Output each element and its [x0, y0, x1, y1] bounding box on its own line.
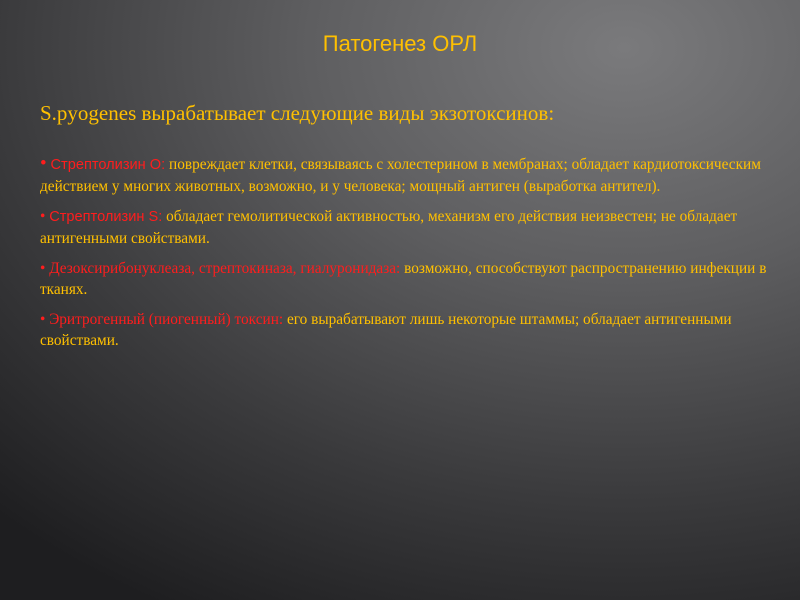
bullet-term: Эритрогенный (пиогенный) токсин:	[49, 311, 284, 328]
slide-subtitle: S.pyogenes вырабатывает следующие виды экзотоксинов:	[40, 101, 555, 125]
bullet-list	[40, 153, 775, 360]
slide-title: Патогенез ОРЛ	[322, 31, 478, 56]
bullet-streptolysin-o	[40, 153, 775, 197]
bullet-marker: •	[40, 208, 46, 225]
bullet-term: Стрептолизин О:	[50, 157, 166, 173]
bullet-enzymes	[40, 258, 775, 300]
bullet-text: его вырабатывают лишь некоторые штаммы; обладает антигенными свойствами.	[40, 311, 732, 349]
bullet-term: Дезоксирибонуклеаза, стрептокиназа, гиалуронидаза:	[49, 260, 401, 277]
bullet-text: возможно, способствуют распространению инфекции в тканях.	[40, 260, 767, 298]
bullet-erythrogenic-toxin	[40, 309, 775, 351]
bullet-marker: •	[40, 311, 46, 328]
bullet-streptolysin-s	[40, 206, 775, 249]
bullet-text: обладает гемолитической активностью, механизм его действия неизвестен; не обладает антигенными свойствами.	[40, 208, 738, 247]
bullet-marker: •	[40, 153, 47, 174]
bullet-term: Стрептолизин S:	[49, 209, 163, 225]
bullet-text: повреждает клетки, связываясь с холестерином в мембранах; обладает кардиотоксическим действием у многих животных, возможно, и у человека; мощный антиген (выработка антител).	[40, 156, 761, 195]
bullet-marker: •	[40, 260, 46, 277]
